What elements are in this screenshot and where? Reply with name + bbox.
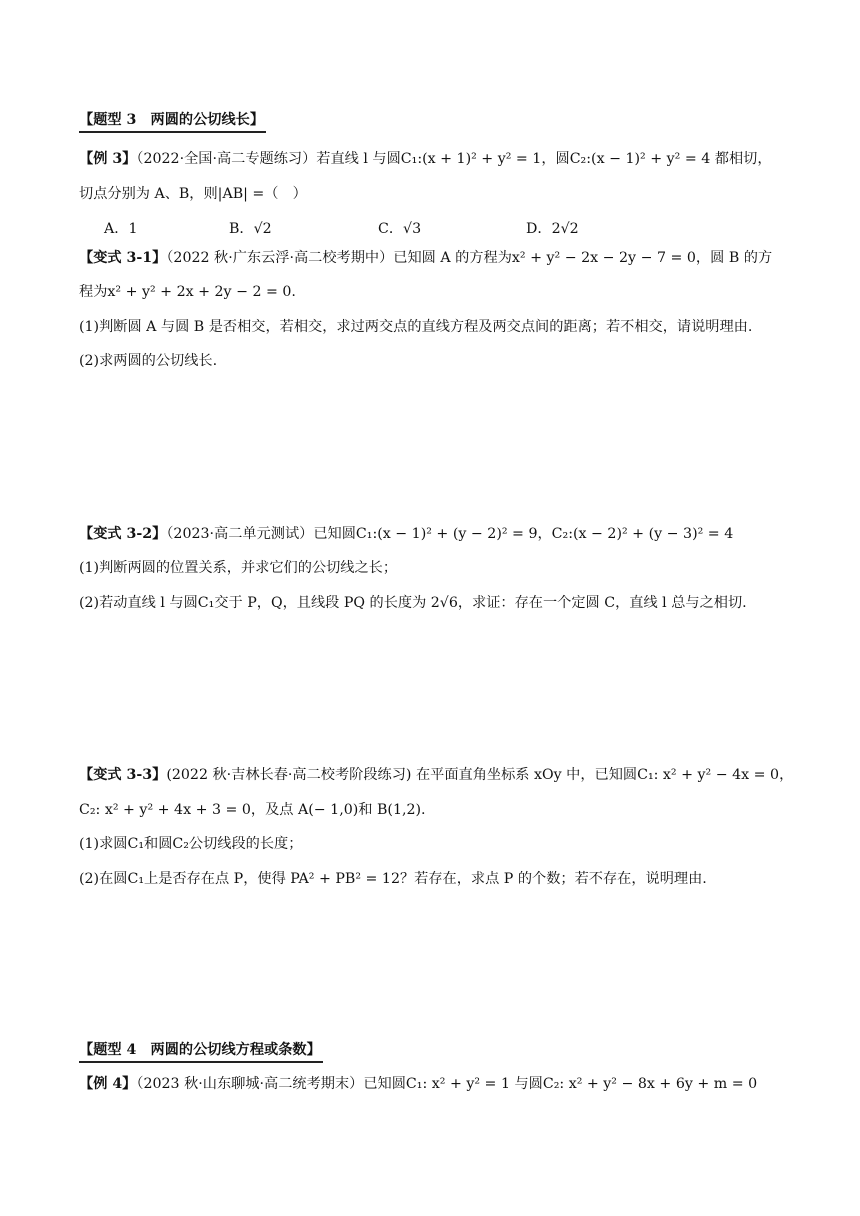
variant31-stem: （2022 秋·广东云浮·高二校考期中）已知圆 A 的方程为x² + y² − 2x − 2y − 7 = 0，圆 B 的方 [166,250,773,266]
variant31-line1 [79,248,772,268]
variant31-q1: (1)判断圆 A 与圆 B 是否相交，若相交，求过两交点的直线方程及两交点间的距离；若不相交，请说明理由. [79,319,753,335]
option-d-value: 2√2 [551,221,579,237]
example4-stem: （2023 秋·山东聊城·高二统考期末）已知圆C₁: x² + y² = 1 与圆C₂: x² + y² − 8x + 6y + m = 0 [136,1076,758,1092]
variant33-q2: (2)在圆C₁上是否存在点 P，使得 PA² + PB² = 12？若存在，求点 P 的个数；若不存在，说明理由. [79,871,707,887]
example4-label: 【例 4】 [79,1076,137,1092]
variant32-label: 【变式 3-2】 [79,526,167,542]
section-heading-type3-text: 【题型 3 两圆的公切线长】 [79,112,265,128]
variant33-q1: (1)求圆C₁和圆C₂公切线段的长度； [79,836,303,852]
variant31-q2: (2)求两圆的公切线长. [79,353,218,369]
variant32-line1 [79,524,733,544]
section-heading-type4 [79,1040,323,1061]
option-a [104,219,137,239]
option-d-letter: D． [526,221,552,237]
option-a-letter: A． [104,221,129,237]
heading-underline [79,131,266,133]
variant33-line2: C₂: x² + y² + 4x + 3 = 0，及点 A(− 1,0)和 B(1,2). [79,802,426,818]
option-c [378,219,421,239]
example4-line1 [79,1074,757,1094]
section-heading-type4-text: 【题型 4 两圆的公切线方程或条数】 [79,1042,321,1058]
option-b [229,219,272,239]
variant32-stem: （2023·高二单元测试）已知圆C₁:(x − 1)² + (y − 2)² = 9，C₂:(x − 2)² + (y − 3)² = 4 [166,526,734,542]
option-a-value: 1 [128,221,138,237]
variant31-label: 【变式 3-1】 [79,250,167,266]
example3-label: 【例 3】 [79,151,137,167]
variant33-stem: (2022 秋·吉林长春·高二校考阶段练习) 在平面直角坐标系 xOy 中，已知圆C₁: x² + y² − 4x = 0， [166,767,794,783]
option-b-letter: B． [229,221,254,237]
option-c-value: √3 [403,221,422,237]
variant32-q1: (1)判断两圆的位置关系，并求它们的公切线之长； [79,560,398,576]
option-b-value: √2 [253,221,272,237]
example3-line1 [79,149,772,169]
section-heading-type3 [79,110,266,131]
variant33-line1 [79,765,793,785]
variant33-label: 【变式 3-3】 [79,767,167,783]
example3-stem-part1: （2022·全国·高二专题练习）若直线 l 与圆C₁:(x + 1)² + y² = 1，圆C₂:(x − 1)² + y² = 4 都相切， [136,151,772,167]
example3-line2: 切点分别为 A、B，则|AB| =（ ） [79,186,307,202]
variant31-line2: 程为x² + y² + 2x + 2y − 2 = 0. [79,284,296,300]
option-c-letter: C． [378,221,404,237]
heading-underline [79,1061,323,1063]
variant32-q2: (2)若动直线 l 与圆C₁交于 P，Q，且线段 PQ 的长度为 2√6，求证：存在一个定圆 C，直线 l 总与之相切. [79,595,747,611]
option-d [526,219,579,239]
